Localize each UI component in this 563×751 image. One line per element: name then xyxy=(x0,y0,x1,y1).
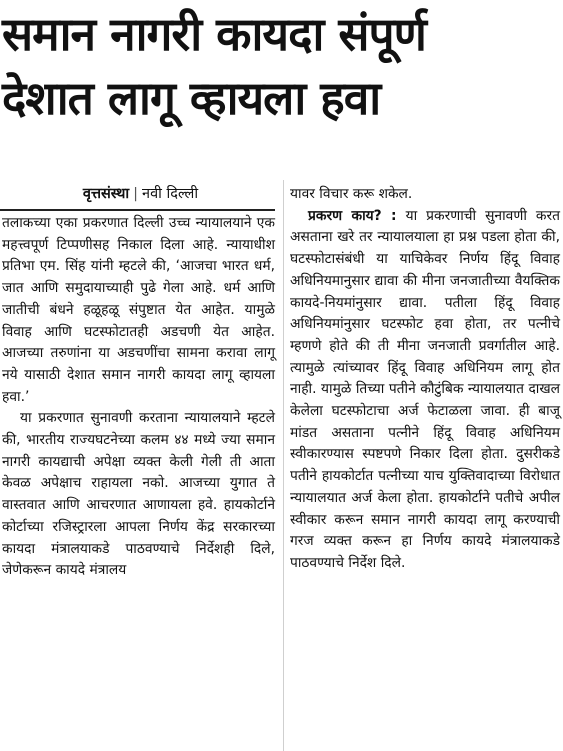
byline xyxy=(0,182,281,206)
article-paragraph-text: या प्रकरणाची सुनावणी करत असताना खरे तर न्यायालयाला हा प्रश्न पडला होता की, घटस्फोटासंबंधी या याचिकेवर निर्णय हिंदू विवाह अधिनियमानुसार द्यावा की मीना जनजातीच्या वैयक्तिक कायदे-नियमांनुसार द्यावा. पतीला हिंदू विवाह अधिनियमांनुसार घटस्फोट हवा होता, तर पत्नीचे म्हणणे होते की ती मीना जनजाती प्रवर्गातील आहे. त्यामुळे त्यांच्यावर हिंदू विवाह अधिनियम लागू होत नाही. यामुळे तिच्या पतीने कौटुंबिक न्यायालयात दाखल केलेला घटस्फोटाचा अर्ज फेटाळला जावा. ही बाजू मांडत असताना पत्नीने हिंदू विवाह अधिनियम स्वीकारण्यास स्पष्टपणे निकार दिला होता. दुसरीकडे पतीने हायकोर्टात पत्नीच्या याच युक्तिवादाच्या विरोधात न्यायालयात अर्ज केला होता. हायकोर्टाने पतीचे अपील स्वीकार करून समान नागरी कायदा लागू करण्याची गरज व्यक्त करून हा निर्णय कायदे मंत्रालयाकडे पाठवण्याचे निर्देश दिले. xyxy=(290,207,560,571)
byline-rule xyxy=(0,209,275,211)
article-paragraph: तलाकच्या एका प्रकरणात दिल्ली उच्च न्यायालयाने एक महत्त्वपूर्ण टिप्पणीसह निकाल दिला आहे. न्यायाधीश प्रतिभा एम. सिंह यांनी म्हटले की, ‘आजचा भारत धर्म, जात आणि समुदायाच्याही पुढे गेला आहे. धर्म आणि जातीची बंधने हळूहळू संपुष्टात येत आहेत. यामुळे विवाह आणि घटस्फोटातही अडचणी येत आहेत. आजच्या तरुणांना या अडचणींचा सामना करावा लागू नये यासाठी देशात समान नागरी कायदा लागू व्हायला हवा.’ xyxy=(2,215,275,405)
article-column-right xyxy=(290,184,560,575)
headline-line-1: समान नागरी कायदा संपूर्ण xyxy=(2,7,426,61)
byline-separator: | xyxy=(133,186,139,202)
article-paragraph xyxy=(290,206,560,575)
column-divider xyxy=(283,180,284,751)
article-column-left xyxy=(2,213,275,582)
headline xyxy=(0,2,563,130)
article-paragraph: यावर विचार करू शकेल. xyxy=(290,186,413,202)
byline-place: नवी दिल्ली xyxy=(142,186,199,202)
article-paragraph: या प्रकरणात सुनावणी करताना न्यायालयाने म्हटले की, भारतीय राज्यघटनेच्या कलम ४४ मध्ये ज्या समान नागरी कायद्याची अपेक्षा व्यक्त केली गेली ती आता केवळ अपेक्षाच राहायला नको. आजच्या युगात ते वास्तवात आणि आचरणात आणायला हवे. हायकोर्टाने कोर्टाच्या रजिस्ट्रारला आपला निर्णय केंद्र सरकारच्या कायदा मंत्रालयाकडे पाठवण्याचे निर्देशही दिले, जेणेकरून कायदे मंत्रालय xyxy=(2,410,275,579)
byline-agency: वृत्तसंस्था xyxy=(82,186,130,202)
section-subheading: प्रकरण काय? : xyxy=(308,207,397,224)
headline-line-2: देशात लागू व्हायला हवा xyxy=(2,71,381,125)
